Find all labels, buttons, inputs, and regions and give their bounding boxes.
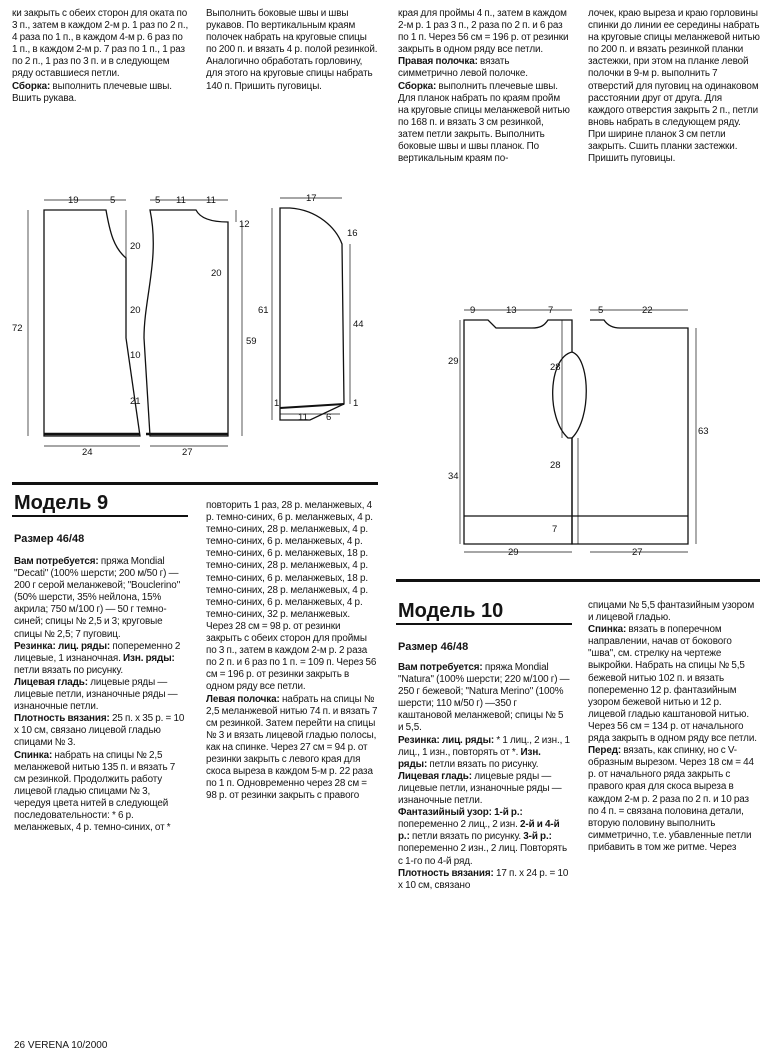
stripes-text: повторить 1 раз, 28 р. меланжевых, 4 р. темно-синих, 6 р. меланжевых, 4 р. темно-синих, 28 р. меланжевых, 4 р. темно-синих, 6 р. меланжевых, 4 р. темно-синих, 6 р. меланжевых, 18 р. темно-синих, 28 р. меланжевых, 4 р. темно-синих, 6 р. меланжевых, 18 р. темно-синих, 28 р. меланжевых, 4 р. темно-синих, 6 р. меланжевых, 4 р. темно-синих, 32 р. меланжевых. Через 28 см = 98 р. от резинки закрыть с обеих сторон для проймы по 3 п., затем в каждом 2-м р. 2 раза по 2 п. и 6 раз по 1 п. = 109 п. Через 56 см = 196 р. от резинки закрыть в одном ряду все петли. bbox=[206, 500, 377, 693]
front-text: вязать, как спинку, но с V-образным вырезом. Через 18 см = 44 р. от начального ряда закрыть с правого края для скоса выреза в каждом 2-м р. 2 раза по 2 п. и 10 раз по 4 п. = связана половина детали, вторую половину выполнить симметрично, т.е. убавленные петли прибавить в том же ритме. Через bbox=[588, 745, 754, 853]
dim-left-upper: 29 bbox=[448, 356, 459, 367]
assembly-text: выполнить плечевые швы. Для планок набрать по краям пройм на круговые спицы меланжевой нитью по 168 п. и вязать 3 см резинкой, затем петли закрыть. Выполнить боковые швы и швы планок. По вертикальным краям по- bbox=[398, 80, 570, 165]
dim-mid-armhole: 28 bbox=[550, 362, 561, 373]
model-9-size: Размер 46/48 bbox=[14, 533, 85, 545]
fancy-r3-text: попеременно 2 изн., 2 лиц. Повторять с 1-го по 4-й ряд. bbox=[398, 843, 568, 867]
top-col1-text: ки закрыть с обеих сторон для оката по 3 п., затем в каждом 2-м р. 1 раз по 2 п., 4 раза по 1 п., в каждом 4-м р. 6 раз по 1 п., в каждом 2-м р. 7 раз по 1 п., 1 раз по 2 п., 1 раз по 3 п. и в следующем ряду оставшиеся петли. bbox=[12, 8, 189, 80]
dim-back-neck: 12 bbox=[239, 219, 250, 230]
model-10-column-b bbox=[588, 600, 760, 854]
front-piece-outline bbox=[44, 210, 140, 436]
rib-text: попеременно 2 лицевые, 1 изнаночная. bbox=[14, 640, 181, 664]
fancy-text: попеременно 2 лиц., 2 изн. bbox=[398, 819, 521, 831]
top-col1-assembly bbox=[12, 81, 190, 105]
dim-sleeve-bottom-b: 6 bbox=[326, 412, 332, 423]
fancy-r2-label: 2-й и 4-й р.: bbox=[398, 819, 560, 843]
right-front-label: Правая полочка: bbox=[398, 56, 478, 68]
stockinette bbox=[398, 771, 570, 807]
gauge-label: Плотность вязания: bbox=[14, 713, 110, 725]
stockinette-text: лицевые ряды — лицевые петли, изнаночные ряды — изнаночные петли. bbox=[14, 676, 178, 713]
back-label: Спинка: bbox=[588, 624, 627, 636]
sleeve-outline bbox=[280, 208, 344, 420]
dim-front-mid-b: 10 bbox=[130, 350, 141, 361]
top-col4-text: лочек, краю выреза и краю горловины спинки до линии ее середины набрать на круговые спицы меланжевой нитью по 200 п. и вязать резинкой планки застежки, при этом на планке левой полочки в 9-м р. выполнить 7 отверстий для пуговиц на одинаковом расстоянии друг от друга. Для каждого отверстия закрыть 2 п., петли вновь набрать в следующем ряду. При ширине планок 3 см петли закрыть. Сшить планки застежки. Пришить пуговицы. bbox=[588, 8, 760, 165]
assembly-label: Сборка: bbox=[398, 80, 437, 92]
back-piece-outline bbox=[144, 210, 228, 436]
rib-purl-text: петли вязать по рисунку. bbox=[14, 664, 123, 676]
model-10-title-rule bbox=[396, 623, 572, 625]
model-9-top-rule bbox=[12, 482, 378, 485]
sleeve-cuff bbox=[280, 404, 344, 408]
top-column-2 bbox=[206, 8, 378, 93]
rib-purl-label: Изн. ряды: bbox=[398, 746, 541, 770]
gauge-text: 17 п. x 24 р. = 10 x 10 см, связано bbox=[398, 867, 569, 891]
fancy-label: Фантазийный узор: 1-й р.: bbox=[398, 807, 523, 819]
pattern-diagram-model-9 bbox=[10, 188, 380, 458]
left-front bbox=[206, 694, 378, 803]
stockinette-label: Лицевая гладь: bbox=[398, 770, 472, 782]
fancy-pattern bbox=[398, 807, 570, 867]
gauge-text: 25 п. x 35 р. = 10 x 10 см, связано лицевой гладью спицами № 3. bbox=[14, 713, 185, 749]
fancy-r3-label: 3-й р.: bbox=[523, 831, 552, 843]
front-label: Перед: bbox=[588, 745, 622, 757]
dim-front-bottom: 24 bbox=[82, 447, 93, 458]
dim-right-height: 63 bbox=[698, 426, 709, 437]
model-9-column-b bbox=[206, 500, 378, 802]
dim-left-top-b: 13 bbox=[506, 305, 517, 316]
stockinette bbox=[14, 677, 186, 713]
dim-back-top-c: 11 bbox=[206, 195, 216, 206]
model-10-column-a bbox=[398, 662, 570, 892]
top-column-1 bbox=[12, 8, 190, 105]
dim-back-side: 59 bbox=[246, 336, 257, 347]
top-column-4 bbox=[588, 8, 760, 165]
materials bbox=[398, 662, 570, 735]
dim-front-height: 72 bbox=[12, 323, 23, 334]
dim-sleeve-length: 61 bbox=[258, 305, 269, 316]
materials-text: пряжа Mondial "Decati" (100% шерсти; 200 м/50 г) — 200 г серой меланжевой; "Bouclerino" (50% шерсти, 35% нейлона, 15% акрила; 750 м/100 г) — 50 г темно-синей; спицы № 2,5 и 3; круговые спицы № 2,5; 7 пуговиц. bbox=[14, 556, 181, 640]
materials-text: пряжа Mondial "Natura" (100% шерсти; 220 м/100 г) — 250 г бежевой; "Natura Merino" (100% шерсти; 110 м/50 г) —350 г каштановой меланжевой; спицы № 5 и 5,5. bbox=[398, 662, 570, 734]
dim-sleeve-cap: 16 bbox=[347, 228, 358, 239]
dim-front-top-right: 5 bbox=[110, 195, 116, 206]
gauge bbox=[398, 868, 570, 892]
model-10-size: Размер 46/48 bbox=[398, 641, 469, 653]
dim-right-top-b: 22 bbox=[642, 305, 653, 316]
rib bbox=[398, 735, 570, 771]
fancy-r2-text: петли вязать по рисунку. bbox=[409, 831, 524, 843]
dim-back-armhole: 20 bbox=[211, 268, 222, 279]
model-9-column-a bbox=[14, 556, 186, 834]
rib-label: Резинка: лиц. ряды: bbox=[398, 734, 495, 746]
front bbox=[588, 745, 760, 854]
model-10-top-rule bbox=[396, 579, 760, 582]
front-piece-outline bbox=[464, 320, 572, 544]
stockinette-label: Лицевая гладь: bbox=[14, 676, 88, 688]
top-col3-text: края для проймы 4 п., затем в каждом 2-м р. 1 раз 3 п., 2 раза по 2 п. и 6 раз по 1 п. Через 56 см = 196 р. от резинки закрыть в одном ряду все петли. bbox=[398, 8, 569, 56]
dim-right-bottom: 27 bbox=[632, 547, 643, 558]
rib-label: Резинка: лиц. ряды: bbox=[14, 640, 111, 652]
assembly-label: Сборка: bbox=[12, 80, 51, 92]
left-front-text: набрать на спицы № 2,5 меланжевой нитью 74 п. и вязать 7 см резинкой. Затем перейти на спицы № 3 и вязать лицевой гладью полосы, как на спинке. Через 27 см = 94 р. от резинки закрыть с левого края для скоса выреза в каждом 5-м р. 22 раза по 1 п. Одновременно через 28 см = 98 р. от резинки закрыть с правого bbox=[206, 693, 378, 802]
model-10-title: Модель 10 bbox=[398, 600, 504, 622]
back-text: набрать на спицы № 2,5 меланжевой нитью 135 п. и вязать 7 см резинкой. Продолжить работу лицевой гладью спицами № 3, чередуя цвета нитей в следующей последовательности: * 6 р. меланжевых, 4 р. темно-синих, от * bbox=[14, 749, 176, 834]
dim-sleeve-bottom-a: 11 bbox=[298, 412, 308, 423]
dim-mid-side: 28 bbox=[550, 460, 561, 471]
stockinette-text: лицевые ряды — лицевые петли, изнаночные ряды — изнаночные петли. bbox=[398, 770, 562, 807]
rib-purl-text: петли вязать по рисунку. bbox=[427, 758, 539, 770]
dim-back-top-b: 11 bbox=[176, 195, 186, 206]
model-9-title-rule bbox=[12, 515, 188, 517]
materials-label: Вам потребуется: bbox=[398, 662, 483, 673]
dim-right-top-a: 5 bbox=[598, 305, 604, 316]
dim-front-mid-c: 21 bbox=[130, 396, 141, 407]
model-9-title: Модель 9 bbox=[14, 492, 109, 514]
back-text: вязать в поперечном направлении, начав от бокового "шва", см. стрелку на чертеже выкройки. Набрать на спицы № 5,5 бежевой нитью 102 п. и вязать попеременно 12 р. фантазийным узором бежевой нитью и 12 р. лицевой гладью каштановой нитью. Через 56 см = 134 р. от начального ряда закрыть в одном ряду все петли. bbox=[588, 624, 757, 745]
dim-mid-band: 7 bbox=[552, 524, 558, 535]
dim-sleeve-seam: 44 bbox=[353, 319, 364, 330]
page-footer: 26 VERENA 10/2000 bbox=[14, 1040, 108, 1051]
top-col2-text: Выполнить боковые швы и швы рукавов. По вертикальным краям полочек набрать на круговые спицы по 200 п. и вязать 4 р. полой резинкой. Аналогично обработать горловину, для этого на круговые спицы набрать 140 п. Пришить пуговицы. bbox=[206, 8, 378, 92]
right-front-text: вязать симметрично левой полочке. bbox=[398, 56, 528, 80]
dim-front-top-left: 19 bbox=[68, 195, 79, 206]
top-col3-right-front bbox=[398, 56, 570, 80]
dim-back-bottom: 27 bbox=[182, 447, 193, 458]
dim-sleeve-cuff-a: 1 bbox=[274, 398, 280, 409]
rib-purl-label: Изн. ряды: bbox=[123, 652, 175, 664]
dim-left-top-a: 9 bbox=[470, 305, 476, 316]
dim-sleeve-top: 17 bbox=[306, 193, 317, 204]
gauge bbox=[14, 713, 186, 749]
left-front-label: Левая полочка: bbox=[206, 693, 280, 705]
rib-text: * 1 лиц., 2 изн., 1 лиц., 1 изн., повторять от *. bbox=[398, 734, 570, 758]
top-column-3 bbox=[398, 8, 570, 165]
materials-label: Вам потребуется: bbox=[14, 556, 99, 567]
back bbox=[588, 624, 760, 745]
dim-sleeve-cuff-b: 1 bbox=[353, 398, 359, 409]
back bbox=[14, 750, 186, 835]
dim-left-top-c: 7 bbox=[548, 305, 554, 316]
gauge-label: Плотность вязания: bbox=[398, 867, 494, 879]
assembly-text: выполнить плечевые швы. Вшить рукава. bbox=[12, 80, 172, 104]
pattern-diagram-model-10 bbox=[440, 298, 760, 568]
back-label: Спинка: bbox=[14, 749, 53, 761]
materials bbox=[14, 556, 186, 641]
back-piece-outline bbox=[572, 320, 688, 544]
continuation-text: спицами № 5,5 фантазийным узором и лицевой гладью. bbox=[588, 600, 755, 624]
dim-front-armhole: 20 bbox=[130, 241, 141, 252]
top-col3-assembly bbox=[398, 81, 570, 166]
dim-left-bottom: 29 bbox=[508, 547, 519, 558]
dim-front-mid-a: 20 bbox=[130, 305, 141, 316]
rib bbox=[14, 641, 186, 677]
dim-left-lower: 34 bbox=[448, 471, 459, 482]
dim-back-top-a: 5 bbox=[155, 195, 161, 206]
